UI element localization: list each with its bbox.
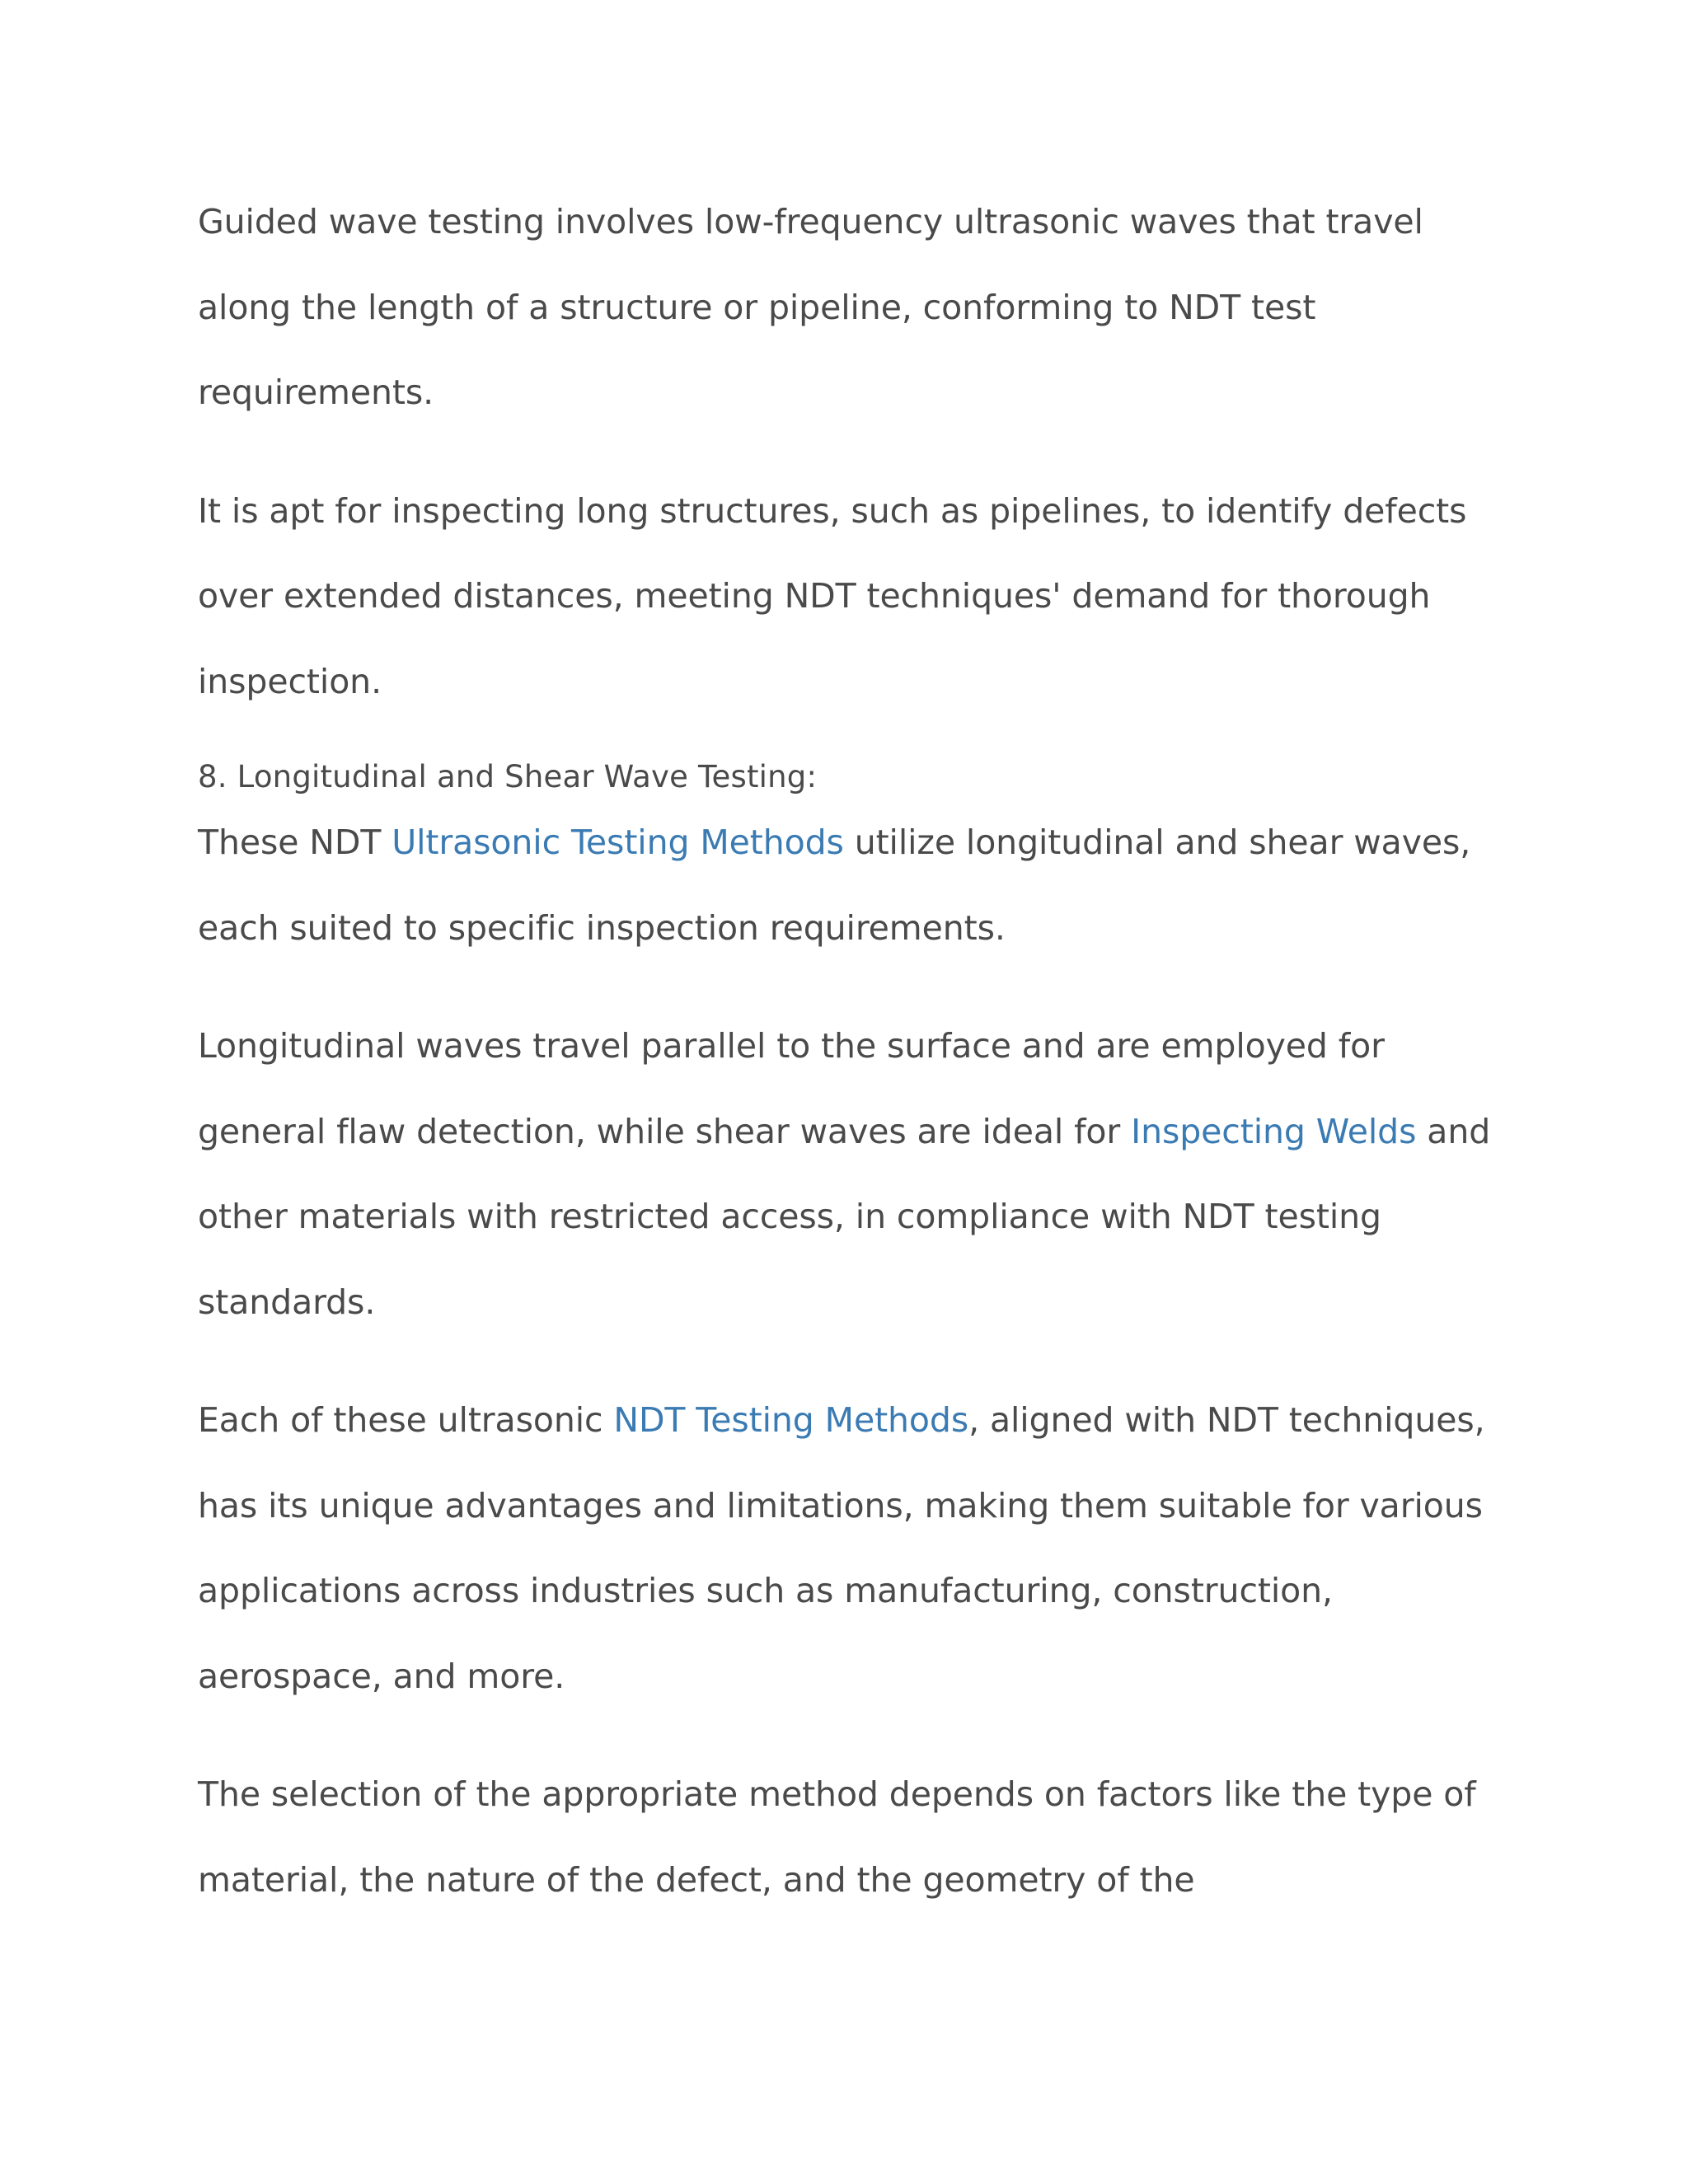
paragraph-text: , aligned with NDT techniques, has its unique advantages and limitations, making them suitable for various applications across industries such as manufacturing, construction, aerospace, and more. [198,1400,1485,1696]
paragraph-guided-wave [198,180,1517,436]
paragraph-text: Guided wave testing involves low-frequency ultrasonic waves that travel along the length of a structure or pipeline, conforming to NDT test requirements. [198,202,1423,412]
paragraph-text: Each of these ultrasonic [198,1400,614,1440]
paragraph-text: and other materials with restricted access, in compliance with NDT testing standards. [198,1111,1491,1322]
article-body [198,180,1517,1956]
ultrasonic-testing-methods-link[interactable]: Ultrasonic Testing Methods [392,823,844,862]
paragraph-longitudinal-waves [198,1004,1517,1345]
paragraph-long-structures [198,469,1517,725]
paragraph-each-method [198,1378,1517,1719]
paragraph-ndt-methods [198,800,1517,971]
section-heading-longitudinal-shear: 8. Longitudinal and Shear Wave Testing: [198,759,818,794]
paragraph-text: These NDT [198,823,392,862]
paragraph-text: utilize longitudinal and shear waves, each suited to specific inspection requirements. [198,823,1471,948]
paragraph-text: The selection of the appropriate method depends on factors like the type of material, the nature of the defect, and the geometry of the [198,1774,1476,1900]
ndt-testing-methods-link[interactable]: NDT Testing Methods [613,1400,969,1440]
paragraph-text: Longitudinal waves travel parallel to the surface and are employed for general flaw detection, while shear waves are ideal for [198,1026,1385,1151]
inspecting-welds-link[interactable]: Inspecting Welds [1131,1111,1417,1151]
paragraph-text: It is apt for inspecting long structures, such as pipelines, to identify defects over extended distances, meeting NDT techniques' demand for thorough inspection. [198,490,1467,701]
paragraph-selection [198,1752,1517,1923]
